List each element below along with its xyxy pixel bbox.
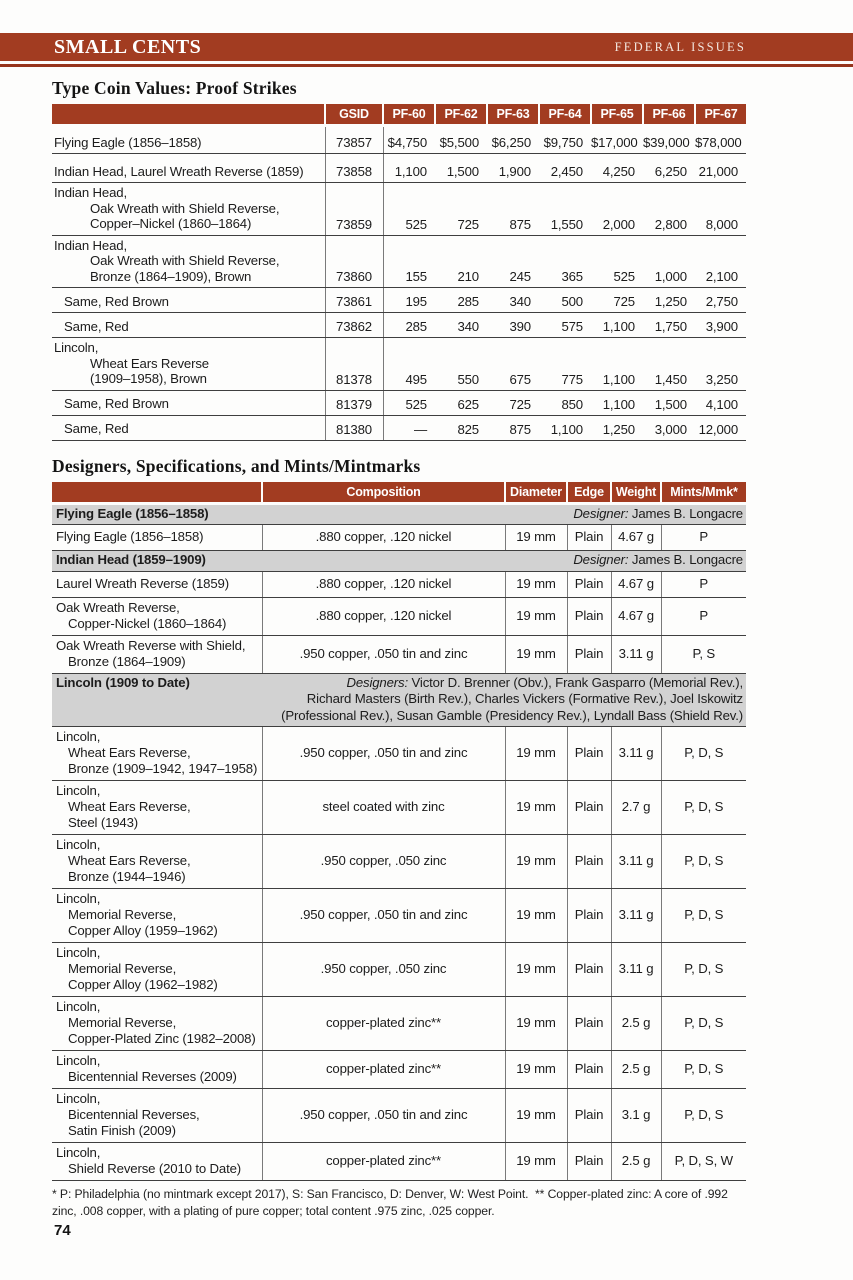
weight-cell: 4.67 g	[611, 597, 661, 635]
price-cell: 1,500	[435, 154, 487, 183]
price-cell: 495	[383, 338, 435, 391]
composition-cell: steel coated with zinc	[262, 781, 505, 835]
table-row	[52, 571, 746, 597]
row-name-cell	[52, 943, 262, 997]
weight-cell: 3.11 g	[611, 889, 661, 943]
price-cell: 340	[487, 288, 539, 313]
price-cell: $6,250	[487, 126, 539, 154]
row-name-line: Oak Wreath Reverse,	[56, 599, 180, 615]
price-cell: 1,900	[487, 154, 539, 183]
price-cell: 365	[539, 235, 591, 288]
row-name-line: Copper-Nickel (1860–1864)	[68, 615, 227, 631]
row-name-line: Flying Eagle (1856–1858)	[56, 529, 204, 544]
price-cell: 875	[487, 183, 539, 236]
row-name-line: Lincoln,	[56, 891, 101, 906]
header-right-label: FEDERAL ISSUES	[614, 39, 746, 54]
gsid-cell: 73862	[325, 313, 383, 338]
price-cell: 725	[487, 390, 539, 415]
row-name-cell	[52, 390, 325, 415]
weight-cell: 4.67 g	[611, 525, 661, 551]
price-cell: 6,250	[643, 154, 695, 183]
price-cell: 155	[383, 235, 435, 288]
price-cell: 210	[435, 235, 487, 288]
mints-cell: P, D, S	[661, 727, 746, 781]
row-name-line: Lincoln,	[56, 1053, 101, 1068]
weight-cell: 2.5 g	[611, 1143, 661, 1181]
price-cell: $5,500	[435, 126, 487, 154]
column-header-blank	[52, 104, 325, 126]
price-cell: 2,000	[591, 183, 643, 236]
price-cell: 340	[435, 313, 487, 338]
edge-cell: Plain	[567, 727, 611, 781]
table-row	[52, 313, 746, 338]
row-name-line: Lincoln,	[56, 1145, 101, 1160]
section-flex	[56, 675, 743, 725]
composition-cell: .880 copper, .120 nickel	[262, 525, 505, 551]
row-name-line: Bronze (1864–1909), Brown	[90, 268, 252, 284]
price-cell: 2,450	[539, 154, 591, 183]
row-name-cell	[52, 727, 262, 781]
column-header-blank	[52, 482, 262, 504]
price-cell: 875	[487, 415, 539, 440]
row-name-cell	[52, 525, 262, 551]
column-header-pf-63: PF-63	[487, 104, 539, 126]
mints-cell: P, D, S	[661, 835, 746, 889]
price-cell: 195	[383, 288, 435, 313]
diameter-cell: 19 mm	[505, 1143, 567, 1181]
table-row	[52, 235, 746, 288]
row-name-cell	[52, 571, 262, 597]
composition-cell: copper-plated zinc**	[262, 997, 505, 1051]
weight-cell: 3.11 g	[611, 943, 661, 997]
column-header-composition: Composition	[262, 482, 505, 504]
diameter-cell: 19 mm	[505, 943, 567, 997]
row-name-line: Memorial Reverse,	[68, 1015, 177, 1030]
row-name-line: Wheat Ears Reverse,	[68, 799, 191, 814]
price-cell: 12,000	[695, 415, 746, 440]
price-cell: 285	[383, 313, 435, 338]
edge-cell: Plain	[567, 835, 611, 889]
table-row	[52, 525, 746, 551]
diameter-cell: 19 mm	[505, 835, 567, 889]
table-row	[52, 288, 746, 313]
diameter-cell: 19 mm	[505, 571, 567, 597]
section-flex	[56, 506, 743, 523]
column-header-pf-66: PF-66	[643, 104, 695, 126]
table-row	[52, 597, 746, 635]
row-name-line: Lincoln,	[56, 729, 101, 744]
section-cell	[52, 503, 746, 525]
section-name: Indian Head (1859–1909)	[56, 552, 206, 567]
header-row	[52, 104, 746, 126]
specs-table	[52, 482, 746, 1182]
composition-cell: .880 copper, .120 nickel	[262, 597, 505, 635]
section-row	[52, 673, 746, 727]
section-name: Flying Eagle (1856–1858)	[56, 505, 209, 521]
row-name-line: Copper Alloy (1959–1962)	[68, 923, 218, 938]
column-header-mints-mmk-: Mints/Mmk*	[661, 482, 746, 504]
row-name-cell	[52, 183, 325, 236]
price-cell: 825	[435, 415, 487, 440]
mints-cell: P, S	[661, 635, 746, 673]
composition-cell: .880 copper, .120 nickel	[262, 571, 505, 597]
diameter-cell: 19 mm	[505, 525, 567, 551]
price-cell: $39,000	[643, 126, 695, 154]
row-name-line: Bicentennial Reverses,	[68, 1107, 200, 1122]
column-header-pf-60: PF-60	[383, 104, 435, 126]
gsid-cell: 73858	[325, 154, 383, 183]
mints-cell: P, D, S	[661, 781, 746, 835]
row-name-line: (1909–1958), Brown	[90, 371, 207, 386]
row-name-line: Same, Red Brown	[64, 293, 169, 309]
table-row	[52, 835, 746, 889]
row-name-line: Lincoln,	[56, 783, 101, 798]
proof-table-header	[52, 104, 746, 126]
row-name-line: Satin Finish (2009)	[68, 1123, 176, 1138]
price-cell: 525	[591, 235, 643, 288]
weight-cell: 4.67 g	[611, 571, 661, 597]
section-designer: Designer: James B. Longacre	[573, 552, 743, 567]
row-name-cell	[52, 835, 262, 889]
price-cell: 1,100	[591, 390, 643, 415]
row-name-cell	[52, 635, 262, 673]
weight-cell: 3.1 g	[611, 1089, 661, 1143]
designer-label: Designers:	[346, 674, 408, 690]
row-name-line: Lincoln,	[56, 1091, 101, 1106]
edge-cell: Plain	[567, 525, 611, 551]
weight-cell: 2.7 g	[611, 781, 661, 835]
footnote: * P: Philadelphia (no mintmark except 2017), S: San Francisco, D: Denver, W: West Point. ** Copper-plated zinc: A core of .992 zinc, .008 copper, with a plating of pure copper; total content .975 zinc, .025 copper.	[52, 1187, 728, 1218]
price-cell: 775	[539, 338, 591, 391]
proof-table-title: Type Coin Values: Proof Strikes	[52, 78, 297, 98]
composition-cell: copper-plated zinc**	[262, 1051, 505, 1089]
price-cell: 625	[435, 390, 487, 415]
price-cell: 4,100	[695, 390, 746, 415]
table-row	[52, 635, 746, 673]
header-row	[52, 482, 746, 504]
table-row	[52, 154, 746, 183]
price-cell: $4,750	[383, 126, 435, 154]
row-name-cell	[52, 415, 325, 440]
price-cell: 500	[539, 288, 591, 313]
edge-cell: Plain	[567, 997, 611, 1051]
specs-table-body	[52, 503, 746, 1181]
row-name-line: Shield Reverse (2010 to Date)	[68, 1161, 242, 1176]
mints-cell: P, D, S	[661, 997, 746, 1051]
mints-cell: P	[661, 525, 746, 551]
proof-table-body	[52, 126, 746, 441]
price-cell: 285	[435, 288, 487, 313]
row-name-line: Wheat Ears Reverse	[90, 355, 209, 371]
mints-cell: P, D, S, W	[661, 1143, 746, 1181]
edge-cell: Plain	[567, 597, 611, 635]
row-name-line: Indian Head, Laurel Wreath Reverse (1859)	[54, 163, 304, 179]
price-cell: 2,100	[695, 235, 746, 288]
row-name-cell	[52, 889, 262, 943]
composition-cell: .950 copper, .050 tin and zinc	[262, 1089, 505, 1143]
diameter-cell: 19 mm	[505, 781, 567, 835]
row-name-line: Bronze (1909–1942, 1947–1958)	[68, 761, 258, 776]
composition-cell: .950 copper, .050 tin and zinc	[262, 635, 505, 673]
edge-cell: Plain	[567, 781, 611, 835]
price-cell: 1,100	[539, 415, 591, 440]
composition-cell: .950 copper, .050 zinc	[262, 835, 505, 889]
section-row	[52, 551, 746, 572]
table-row	[52, 889, 746, 943]
mints-cell: P, D, S	[661, 1051, 746, 1089]
row-name-cell	[52, 288, 325, 313]
edge-cell: Plain	[567, 1089, 611, 1143]
composition-cell: copper-plated zinc**	[262, 1143, 505, 1181]
row-name-line: Lincoln,	[56, 837, 101, 852]
row-name-line: Memorial Reverse,	[68, 907, 177, 922]
price-cell: 550	[435, 338, 487, 391]
gsid-cell: 81379	[325, 390, 383, 415]
row-name-line: Bronze (1864–1909)	[68, 653, 186, 669]
price-cell: —	[383, 415, 435, 440]
gsid-cell: 73860	[325, 235, 383, 288]
row-name-line: Copper-Plated Zinc (1982–2008)	[68, 1031, 256, 1046]
row-name-line: Bicentennial Reverses (2009)	[68, 1069, 237, 1084]
gsid-cell: 73857	[325, 126, 383, 154]
price-cell: 725	[591, 288, 643, 313]
row-name-line: Copper Alloy (1962–1982)	[68, 977, 218, 992]
section-cell	[52, 673, 746, 727]
price-cell: 4,250	[591, 154, 643, 183]
price-cell: 525	[383, 183, 435, 236]
column-header-pf-67: PF-67	[695, 104, 746, 126]
composition-cell: .950 copper, .050 zinc	[262, 943, 505, 997]
price-cell: 1,250	[591, 415, 643, 440]
page-header-bar	[0, 33, 853, 61]
mints-cell: P, D, S	[661, 943, 746, 997]
page-title: SMALL CENTS	[54, 35, 202, 58]
row-name-line: Oak Wreath with Shield Reverse,	[90, 253, 280, 268]
gsid-cell: 73861	[325, 288, 383, 313]
column-header-pf-64: PF-64	[539, 104, 591, 126]
row-name-line: Oak Wreath Reverse with Shield,	[56, 637, 246, 653]
mints-cell: P, D, S	[661, 889, 746, 943]
diameter-cell: 19 mm	[505, 635, 567, 673]
price-cell: 1,250	[643, 288, 695, 313]
page-number: 74	[54, 1222, 71, 1239]
section-name: Lincoln (1909 to Date)	[56, 674, 190, 690]
page-content	[52, 78, 746, 1219]
mints-cell: P	[661, 571, 746, 597]
row-name-cell	[52, 126, 325, 154]
column-header-diameter: Diameter	[505, 482, 567, 504]
price-cell: $78,000	[695, 126, 746, 154]
price-cell: 21,000	[695, 154, 746, 183]
specs-table-header	[52, 482, 746, 504]
table-row	[52, 1051, 746, 1089]
price-cell: 1,500	[643, 390, 695, 415]
price-cell: 390	[487, 313, 539, 338]
row-name-line: Indian Head,	[54, 237, 127, 253]
row-name-line: Wheat Ears Reverse,	[68, 745, 191, 760]
column-header-gsid: GSID	[325, 104, 383, 126]
row-name-cell	[52, 313, 325, 338]
weight-cell: 3.11 g	[611, 835, 661, 889]
price-cell: 1,750	[643, 313, 695, 338]
table-row	[52, 727, 746, 781]
price-cell: 1,100	[383, 154, 435, 183]
price-cell: 1,000	[643, 235, 695, 288]
price-cell: 725	[435, 183, 487, 236]
weight-cell: 2.5 g	[611, 1051, 661, 1089]
edge-cell: Plain	[567, 889, 611, 943]
price-cell: 850	[539, 390, 591, 415]
edge-cell: Plain	[567, 1143, 611, 1181]
diameter-cell: 19 mm	[505, 727, 567, 781]
table-row	[52, 1089, 746, 1143]
mints-cell: P, D, S	[661, 1089, 746, 1143]
composition-cell: .950 copper, .050 tin and zinc	[262, 727, 505, 781]
row-name-line: Lincoln,	[54, 340, 99, 355]
row-name-line: Lincoln,	[56, 999, 101, 1014]
edge-cell: Plain	[567, 943, 611, 997]
section-cell	[52, 551, 746, 572]
row-name-line: Same, Red	[64, 318, 129, 334]
price-cell: 1,100	[591, 338, 643, 391]
price-cell: 2,750	[695, 288, 746, 313]
row-name-cell	[52, 338, 325, 391]
row-name-line: Lincoln,	[56, 945, 101, 960]
diameter-cell: 19 mm	[505, 997, 567, 1051]
edge-cell: Plain	[567, 1051, 611, 1089]
row-name-cell	[52, 1051, 262, 1089]
diameter-cell: 19 mm	[505, 889, 567, 943]
price-cell: $17,000	[591, 126, 643, 154]
row-name-line: Steel (1943)	[68, 815, 139, 830]
gsid-cell: 81378	[325, 338, 383, 391]
row-name-line: Wheat Ears Reverse,	[68, 853, 191, 868]
price-cell: 8,000	[695, 183, 746, 236]
row-name-line: Same, Red Brown	[64, 396, 169, 411]
row-name-line: Flying Eagle (1856–1858)	[54, 134, 202, 150]
price-cell: 525	[383, 390, 435, 415]
table-row	[52, 943, 746, 997]
diameter-cell: 19 mm	[505, 1051, 567, 1089]
section-designer: Designers: Victor D. Brenner (Obv.), Frank Gasparro (Memorial Rev.), Richard Masters (Birth Rev.), Charles Vickers (Formative Rev.), Joel Iskowitz (Professional Rev.), Susan Gamble (Presidency Rev.), Lyndall Bass (Shield Rev.)	[281, 674, 743, 723]
price-cell: 245	[487, 235, 539, 288]
row-name-cell	[52, 781, 262, 835]
table-row	[52, 183, 746, 236]
weight-cell: 3.11 g	[611, 727, 661, 781]
column-header-pf-62: PF-62	[435, 104, 487, 126]
header-underline	[0, 64, 853, 67]
gsid-cell: 81380	[325, 415, 383, 440]
price-cell: 1,100	[591, 313, 643, 338]
table-row	[52, 415, 746, 440]
price-cell: 2,800	[643, 183, 695, 236]
diameter-cell: 19 mm	[505, 1089, 567, 1143]
row-name-line: Laurel Wreath Reverse (1859)	[56, 575, 229, 591]
specs-table-title: Designers, Specifications, and Mints/Mintmarks	[52, 455, 421, 476]
row-name-line: Copper–Nickel (1860–1864)	[90, 216, 252, 231]
row-name-line: Same, Red	[64, 421, 129, 436]
price-cell: 3,900	[695, 313, 746, 338]
composition-cell: .950 copper, .050 tin and zinc	[262, 889, 505, 943]
price-cell: 1,450	[643, 338, 695, 391]
price-cell: 575	[539, 313, 591, 338]
table-row	[52, 997, 746, 1051]
row-name-line: Memorial Reverse,	[68, 961, 177, 976]
row-name-cell	[52, 597, 262, 635]
edge-cell: Plain	[567, 571, 611, 597]
price-cell: 3,250	[695, 338, 746, 391]
section-flex	[56, 552, 743, 569]
edge-cell: Plain	[567, 635, 611, 673]
mints-cell: P	[661, 597, 746, 635]
weight-cell: 2.5 g	[611, 997, 661, 1051]
row-name-cell	[52, 1089, 262, 1143]
row-name-line: Indian Head,	[54, 185, 127, 200]
section-row	[52, 503, 746, 525]
price-cell: 675	[487, 338, 539, 391]
price-cell: $9,750	[539, 126, 591, 154]
gsid-cell: 73859	[325, 183, 383, 236]
table-row	[52, 390, 746, 415]
designer-label: Designer:	[573, 552, 629, 567]
row-name-line: Bronze (1944–1946)	[68, 869, 186, 884]
price-cell: 3,000	[643, 415, 695, 440]
diameter-cell: 19 mm	[505, 597, 567, 635]
table-row	[52, 1143, 746, 1181]
row-name-cell	[52, 1143, 262, 1181]
column-header-pf-65: PF-65	[591, 104, 643, 126]
weight-cell: 3.11 g	[611, 635, 661, 673]
designer-label: Designer:	[573, 505, 629, 521]
column-header-weight: Weight	[611, 482, 661, 504]
row-name-cell	[52, 154, 325, 183]
column-header-edge: Edge	[567, 482, 611, 504]
table-row	[52, 781, 746, 835]
row-name-line: Oak Wreath with Shield Reverse,	[90, 200, 280, 216]
section-designer: Designer: James B. Longacre	[573, 505, 743, 521]
proof-strikes-table	[52, 104, 746, 441]
row-name-cell	[52, 997, 262, 1051]
price-cell: 1,550	[539, 183, 591, 236]
table-row	[52, 338, 746, 391]
row-name-cell	[52, 235, 325, 288]
table-row	[52, 126, 746, 154]
